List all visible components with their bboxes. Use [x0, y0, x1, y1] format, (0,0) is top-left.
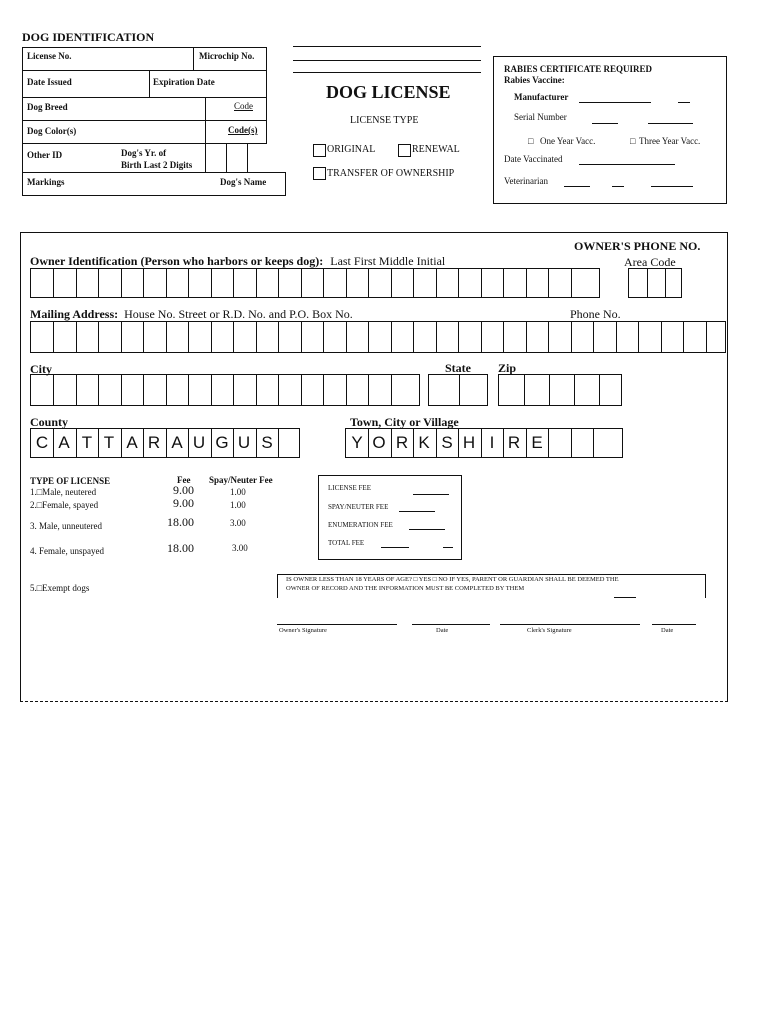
county-letter: T — [81, 433, 93, 452]
license-row-spay: 3.00 — [232, 543, 248, 553]
license-row-fee: 9.00 — [173, 496, 194, 510]
town-letter: H — [462, 433, 476, 452]
county-letter: S — [261, 433, 273, 452]
town-letter: O — [372, 433, 386, 452]
county-letter: U — [192, 433, 206, 452]
town-boxes[interactable] — [345, 428, 623, 458]
spay-fee-label: SPAY/NEUTER FEE — [328, 503, 389, 511]
owner-signature-label: Owner's Signature — [279, 627, 327, 634]
date-line-1[interactable] — [412, 624, 490, 625]
license-fee-label: LICENSE FEE — [328, 484, 371, 492]
veterinarian-line[interactable] — [564, 186, 590, 187]
mailing-label-row — [30, 307, 353, 322]
fee-summary-box — [318, 475, 462, 560]
area-code-label: Area Code — [624, 255, 676, 269]
license-row-spay: 1.00 — [230, 487, 246, 497]
county-letter: U — [237, 433, 251, 452]
original-checkbox[interactable] — [313, 144, 326, 157]
one-year-label: One Year Vacc. — [540, 136, 596, 146]
code-label: Code — [234, 101, 253, 111]
markings-label: Markings — [27, 177, 65, 187]
owners-phone-title: OWNER'S PHONE NO. — [574, 239, 701, 253]
license-row-spay: 3.00 — [230, 518, 246, 528]
owner-signature-line[interactable] — [277, 624, 397, 625]
dogs-name-label: Dog's Name — [220, 177, 267, 187]
county-boxes[interactable] — [30, 428, 300, 458]
clerk-signature-line[interactable] — [500, 624, 640, 625]
minor-line-1: IS OWNER LESS THAN 18 YEARS OF AGE? □ YES □ NO IF YES, PARENT OR GUARDIAN SHALL BE DEEMED THE — [286, 576, 619, 583]
serial-line-b — [648, 123, 693, 124]
dog-id-title: DOG IDENTIFICATION — [22, 30, 155, 44]
type-of-license-title: TYPE OF LICENSE — [30, 476, 111, 486]
license-row-fee: 18.00 — [167, 515, 194, 529]
license-fee-line[interactable] — [413, 494, 449, 495]
renewal-label: RENEWAL — [412, 144, 460, 155]
license-row-label[interactable]: 2.□Female, spayed — [30, 500, 99, 510]
transfer-checkbox[interactable] — [313, 167, 326, 180]
three-year-checkbox[interactable]: □ — [630, 136, 636, 146]
codes-label: Code(s) — [228, 125, 258, 135]
dog-yr-label-2: Birth Last 2 Digits — [121, 160, 193, 170]
total-fee-line[interactable] — [381, 547, 409, 548]
city-boxes[interactable] — [30, 374, 420, 406]
county-letter: A — [126, 433, 138, 452]
expiration-date-label: Expiration Date — [153, 77, 215, 87]
dog-breed-field[interactable] — [22, 97, 206, 121]
veterinarian-label: Veterinarian — [504, 176, 548, 186]
town-letter: R — [507, 433, 521, 452]
phone-no-label: Phone No. — [570, 307, 621, 321]
microchip-no-label: Microchip No. — [199, 51, 255, 61]
spay-fee-line[interactable] — [399, 511, 435, 512]
enum-fee-label: ENUMERATION FEE — [328, 521, 393, 529]
town-letter: I — [489, 433, 495, 452]
birth-yr-digit-1[interactable] — [205, 143, 227, 173]
state-label: State — [445, 361, 471, 375]
county-letter: G — [215, 433, 229, 452]
county-label: County — [30, 415, 69, 429]
rabies-box — [493, 56, 727, 204]
zip-boxes[interactable] — [498, 374, 622, 406]
town-letter: S — [441, 433, 453, 452]
mailing-address-boxes[interactable] — [30, 321, 726, 353]
manufacturer-label: Manufacturer — [514, 92, 569, 102]
microchip-no-field[interactable] — [193, 47, 267, 71]
license-row-label[interactable]: 1.□Male, neutered — [30, 487, 97, 497]
serial-line[interactable] — [592, 123, 618, 124]
breed-code-field[interactable] — [205, 97, 267, 121]
license-row-label[interactable]: 4. Female, unspayed — [30, 546, 104, 556]
mailing-label: Mailing Address: — [30, 307, 119, 321]
minor-owner-box — [277, 574, 706, 598]
veterinarian-line-b — [612, 186, 624, 187]
town-label: Town, City or Village — [350, 415, 459, 429]
town-letter: E — [531, 433, 543, 452]
license-rule-2 — [293, 60, 481, 61]
minor-underline — [614, 597, 636, 598]
owner-frame-bottom — [20, 701, 728, 702]
state-boxes[interactable] — [428, 374, 488, 406]
other-id-label: Other ID — [27, 150, 63, 160]
total-fee-line-b — [443, 547, 453, 548]
total-fee-label: TOTAL FEE — [328, 539, 365, 547]
veterinarian-line-c — [651, 186, 693, 187]
zip-label: Zip — [498, 361, 517, 375]
three-year-label: Three Year Vacc. — [639, 136, 701, 146]
clerk-signature-label: Clerk's Signature — [527, 627, 572, 634]
date-issued-field[interactable] — [22, 70, 150, 98]
rabies-vaccine-label: Rabies Vaccine: — [504, 75, 565, 85]
manufacturer-line-b — [678, 102, 690, 103]
rabies-title: RABIES CERTIFICATE REQUIRED — [504, 64, 653, 74]
minor-line-2: OWNER OF RECORD AND THE INFORMATION MUST BE COMPLETED BY THEM — [286, 585, 525, 592]
owner-ident-label-text: Owner Identification (Person who harbors or keeps dog): — [30, 254, 324, 268]
owner-ident-label — [30, 254, 445, 269]
date-line-2[interactable] — [652, 624, 696, 625]
birth-yr-digit-2[interactable] — [226, 143, 248, 173]
serial-label: Serial Number — [514, 112, 567, 122]
other-id-field[interactable] — [22, 143, 206, 173]
town-letter: Y — [351, 433, 363, 452]
city-label: City — [30, 362, 52, 376]
manufacturer-line[interactable] — [579, 102, 651, 103]
area-code-boxes[interactable] — [628, 268, 682, 298]
dog-breed-label: Dog Breed — [27, 102, 68, 112]
license-row-fee: 9.00 — [173, 483, 194, 497]
county-letter: C — [35, 433, 49, 452]
date-issued-label: Date Issued — [27, 77, 72, 87]
county-letter: T — [103, 433, 115, 452]
exempt-dogs-label[interactable]: 5.□Exempt dogs — [30, 583, 90, 593]
license-type-label: LICENSE TYPE — [350, 115, 419, 126]
owner-frame-top — [20, 232, 728, 233]
enum-fee-line[interactable] — [409, 529, 445, 530]
town-letter: R — [395, 433, 409, 452]
dog-colors-field[interactable] — [22, 120, 206, 144]
expiration-date-field[interactable] — [149, 70, 267, 98]
date-vaccinated-label: Date Vaccinated — [504, 154, 563, 164]
license-row-label[interactable]: 3. Male, unneutered — [30, 521, 102, 531]
original-label: ORIGINAL — [327, 144, 376, 155]
owner-frame-right — [727, 232, 728, 702]
spay-header: Spay/Neuter Fee — [209, 475, 273, 485]
date-label-1: Date — [436, 627, 449, 634]
license-title: DOG LICENSE — [326, 82, 451, 102]
color-codes-field[interactable] — [205, 120, 267, 144]
license-no-label: License No. — [27, 51, 72, 61]
transfer-label: TRANSFER OF OWNERSHIP — [327, 168, 455, 179]
town-letter: K — [418, 433, 430, 452]
date-label-2: Date — [661, 627, 674, 634]
mailing-detail: House No. Street or R.D. No. and P.O. Box No. — [124, 307, 353, 321]
name-parts-label: Last First Middle Initial — [330, 254, 446, 268]
license-row-spay: 1.00 — [230, 500, 246, 510]
county-letter: A — [58, 433, 70, 452]
one-year-checkbox[interactable]: □ — [528, 136, 534, 146]
county-letter: A — [171, 433, 183, 452]
owner-frame-left — [20, 232, 21, 702]
date-vaccinated-line[interactable] — [579, 164, 675, 165]
renewal-checkbox[interactable] — [398, 144, 411, 157]
license-rule-1 — [293, 46, 481, 47]
license-rule-3 — [293, 72, 481, 73]
dog-colors-label: Dog Color(s) — [27, 126, 77, 136]
license-no-field[interactable] — [22, 47, 194, 71]
license-row-fee: 18.00 — [167, 541, 194, 555]
county-letter: R — [147, 433, 161, 452]
fee-header: Fee — [177, 475, 191, 485]
owner-name-boxes[interactable] — [30, 268, 600, 298]
dog-yr-label-1: Dog's Yr. of — [121, 148, 167, 158]
markings-field[interactable] — [22, 172, 286, 196]
